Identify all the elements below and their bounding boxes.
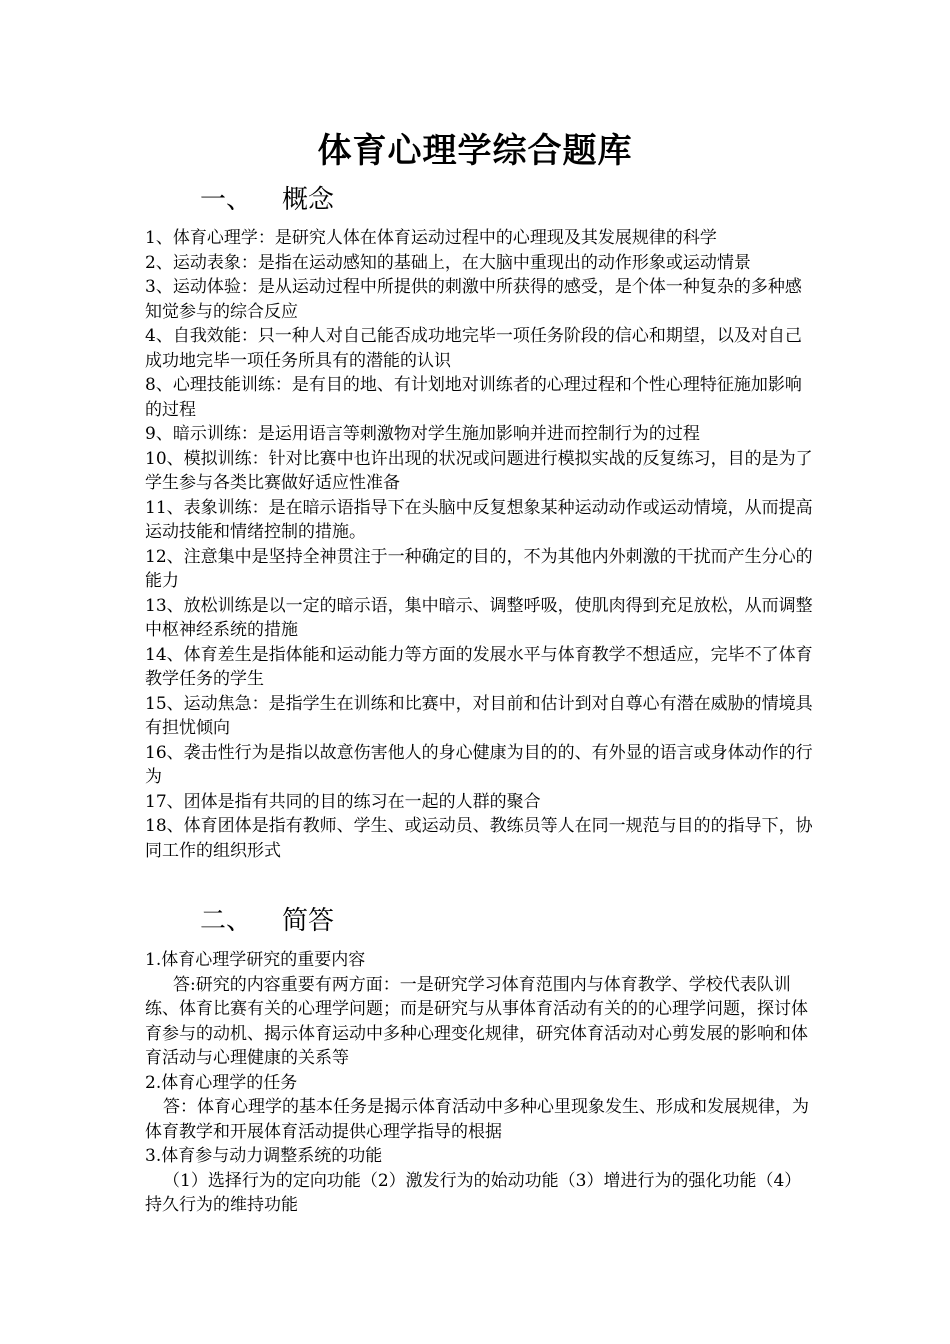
short-answer-list (145, 948, 817, 1218)
concept-item: 18、体育团体是指有教师、学生、或运动员、教练员等人在同一规范与目的的指导下，协同工作的组织形式 (145, 816, 813, 861)
document-title: 体育心理学综合题库 (317, 131, 633, 171)
section-number: 一、 (200, 185, 253, 215)
concept-item: 9、暗示训练：是运用语言等刺激物对学生施加影响并进而控制行为的过程 (145, 424, 700, 444)
section-title: 概念 (282, 185, 335, 215)
question-text: 3.体育参与动力调整系统的功能 (145, 1146, 383, 1166)
concept-item: 2、运动表象：是指在运动感知的基础上，在大脑中重现出的动作形象或运动情景 (145, 252, 751, 273)
concept-item: 3、运动体验：是从运动过程中所提供的刺激中所获得的感受，是个体一种复杂的多种感知觉参与的综合反应 (145, 277, 802, 322)
answer-text: 答：体育心理学的基本任务是揭示体育活动中多种心里现象发生、形成和发展规律，为体育教学和开展体育活动提供心理学指导的根据 (145, 1097, 809, 1142)
concept-item: 10、模拟训练：针对比赛中也许出现的状况或问题进行模拟实战的反复练习，目的是为了学生参与各类比赛做好适应性准备 (145, 448, 813, 493)
section-title: 简答 (282, 906, 335, 936)
concept-item: 13、放松训练是以一定的暗示语，集中暗示、调整呼吸，使肌肉得到充足放松，从而调整中枢神经系统的措施 (145, 595, 813, 640)
answer-text: 答:研究的内容重要有两方面：一是研究学习体育范围内与体育教学、学校代表队训练、体育比赛有关的心理学问题；而是研究与从事体育活动有关的的心理学问题，探讨体育参与的动机、揭示体育运动中多种心理变化规律，研究体育活动对心剪发展的影响和体育活动与心理健康的关系等 (145, 974, 808, 1068)
concept-item: 16、袭击性行为是指以故意伤害他人的身心健康为目的的、有外显的语言或身体动作的行为 (145, 742, 813, 787)
section-heading-short-answer (200, 903, 334, 939)
concept-list (145, 226, 817, 863)
section-heading-concepts (200, 182, 334, 218)
concept-item: 8、心理技能训练：是有目的地、有计划地对训练者的心理过程和个性心理特征施加影响的过程 (145, 375, 802, 420)
concept-item: 4、自我效能：只一种人对自己能否成功地完毕一项任务阶段的信心和期望，以及对自己成功地完毕一项任务所具有的潜能的认识 (145, 326, 802, 371)
concept-item: 17、团体是指有共同的目的练习在一起的人群的聚合 (145, 791, 541, 812)
concept-item: 1、体育心理学：是研究人体在体育运动过程中的心理现及其发展规律的科学 (145, 228, 717, 248)
concept-item: 12、注意集中是坚持全神贯注于一种确定的目的，不为其他内外刺激的干扰而产生分心的能力 (145, 546, 813, 591)
section-number: 二、 (200, 906, 253, 936)
concept-item: 15、运动焦急：是指学生在训练和比赛中，对目前和估计到对自尊心有潜在威胁的情境具有担忧倾向 (145, 693, 813, 738)
question-text: 1.体育心理学研究的重要内容 (145, 950, 366, 970)
concept-item: 14、体育差生是指体能和运动能力等方面的发展水平与体育教学不想适应，完毕不了体育教学任务的学生 (145, 644, 813, 689)
concept-item: 11、表象训练：是在暗示语指导下在头脑中反复想象某种运动动作或运动情境，从而提高运动技能和情绪控制的措施。 (145, 497, 813, 542)
answer-text: （1）选择行为的定向功能（2）激发行为的始动功能（3）增进行为的强化功能（4）持久行为的维持功能 (145, 1170, 802, 1215)
question-text: 2.体育心理学的任务 (145, 1072, 298, 1093)
